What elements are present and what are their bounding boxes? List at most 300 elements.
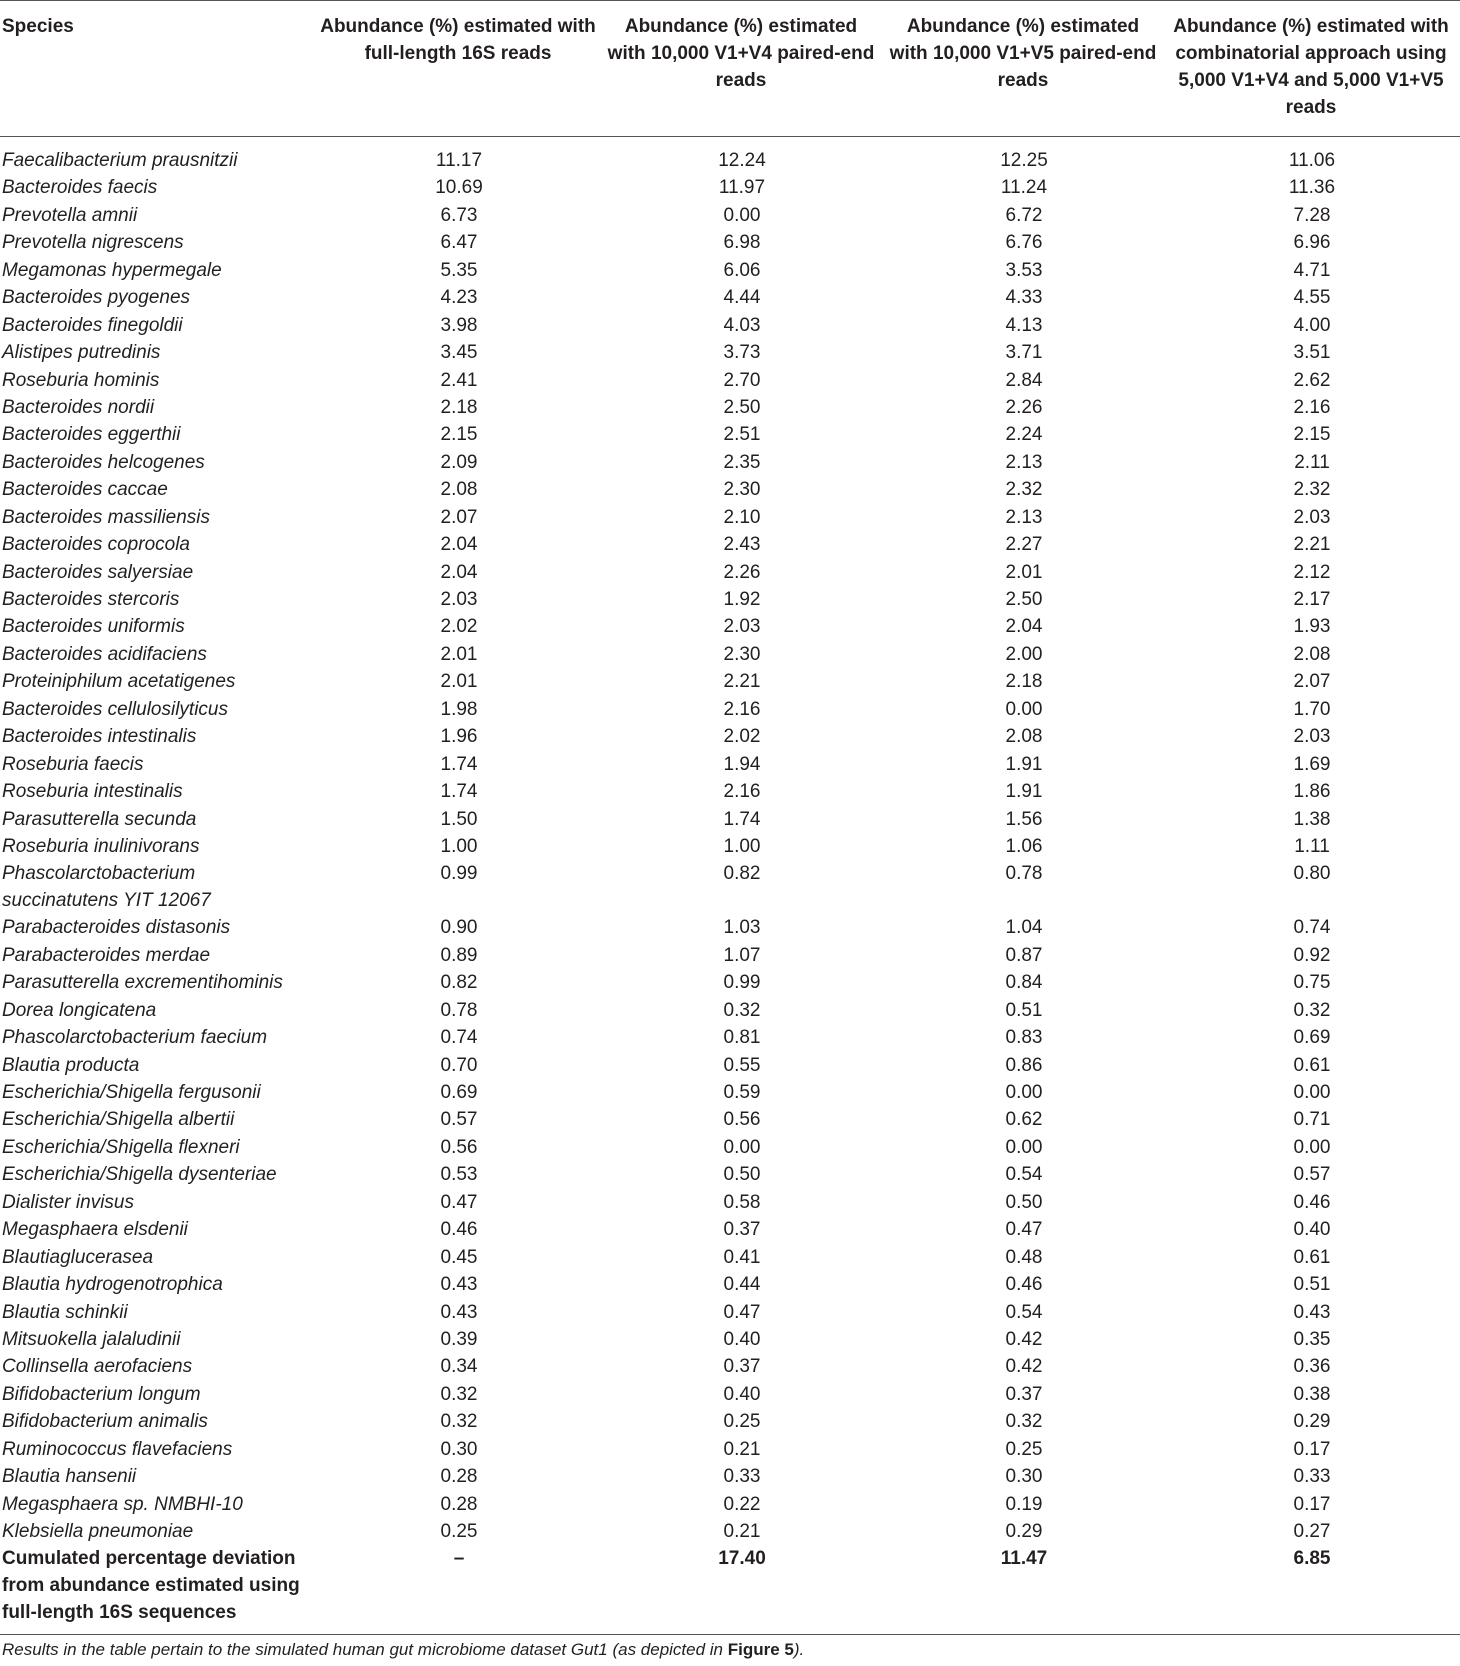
table-row <box>0 696 1460 723</box>
v1v5-cell: 0.50 <box>1005 1191 1043 1213</box>
v1v5-cell: 0.54 <box>1005 1164 1043 1186</box>
v1v5-cell: 4.33 <box>1005 287 1043 309</box>
species-cell: Bacteroides intestinalis <box>2 726 197 748</box>
species-cell: Bacteroides uniformis <box>2 616 185 638</box>
species-cell: Prevotella nigrescens <box>2 232 184 254</box>
v1v5-cell: 6.72 <box>1005 204 1043 226</box>
v1v4-cell: 2.30 <box>723 643 761 665</box>
v1v4-cell: 11.97 <box>718 177 766 199</box>
combinatorial-cell: 6.96 <box>1293 232 1331 254</box>
v1v5-cell: 0.87 <box>1005 944 1043 966</box>
full-length-cell: 6.47 <box>440 232 478 254</box>
full-length-cell: 6.73 <box>440 204 478 226</box>
full-length-cell: 0.89 <box>440 944 478 966</box>
v1v4-cell: 0.00 <box>723 1136 761 1158</box>
full-length-cell: 10.69 <box>435 177 483 199</box>
full-length-cell: 0.25 <box>440 1521 478 1542</box>
species-cell: Bacteroides massiliensis <box>2 506 211 528</box>
species-cell: Roseburia hominis <box>2 369 160 391</box>
v1v5-cell: 0.47 <box>1005 1219 1043 1241</box>
v1v5-cell: 0.83 <box>1005 1027 1043 1049</box>
v1v4-cell: 6.06 <box>723 259 761 281</box>
table-row <box>0 1326 1460 1353</box>
v1v5-cell: 0.30 <box>1005 1466 1043 1488</box>
combinatorial-cell: 11.06 <box>1288 150 1336 171</box>
table-row <box>0 586 1460 613</box>
full-length-cell: 0.28 <box>440 1466 478 1488</box>
species-cell: Megasphaera sp. NMBHI-10 <box>2 1493 243 1515</box>
table-row <box>0 449 1460 476</box>
table-row <box>0 202 1460 229</box>
summary-v1v4-cell: 17.40 <box>602 1545 884 1635</box>
v1v5-cell: 12.25 <box>1000 150 1048 171</box>
table-row <box>0 1024 1460 1051</box>
header-v1v4: Abundance (%) estimated with 10,000 V1+V4 paired-end reads <box>602 1 884 137</box>
header-species: Species <box>0 1 318 137</box>
table-row <box>0 476 1460 503</box>
v1v4-cell: 0.44 <box>723 1274 761 1296</box>
table-row <box>0 367 1460 394</box>
combinatorial-cell: 0.51 <box>1293 1274 1331 1296</box>
species-cell: Blautia schinkii <box>2 1301 128 1323</box>
full-length-cell: 0.70 <box>440 1054 478 1076</box>
species-cell: Blautia hansenii <box>2 1466 137 1488</box>
species-cell: Dorea longicatena <box>2 999 157 1021</box>
v1v5-cell: 2.27 <box>1005 534 1043 556</box>
table-row <box>0 312 1460 339</box>
footnote-figure-ref[interactable]: Figure 5 <box>727 1640 794 1659</box>
v1v5-cell: 3.71 <box>1005 342 1043 364</box>
v1v4-cell: 0.33 <box>723 1466 761 1488</box>
v1v5-cell: 2.26 <box>1005 396 1043 418</box>
species-cell: Prevotella amnii <box>2 204 138 226</box>
v1v4-cell: 2.03 <box>723 616 761 638</box>
full-length-cell: 3.45 <box>440 342 478 364</box>
v1v4-cell: 2.26 <box>723 561 761 583</box>
full-length-cell: 0.46 <box>440 1219 478 1241</box>
species-cell: Roseburia intestinalis <box>2 781 183 803</box>
footnote-text: Results in the table pertain to the simulated human gut microbiome dataset Gut1 (as depicted in <box>2 1640 728 1659</box>
summary-full-length-cell: – <box>318 1545 602 1635</box>
table-row <box>0 1052 1460 1079</box>
species-cell: Bacteroides pyogenes <box>2 287 191 309</box>
full-length-cell: 0.32 <box>440 1411 478 1433</box>
combinatorial-cell: 3.51 <box>1293 342 1331 364</box>
v1v4-cell: 12.24 <box>718 150 766 171</box>
table-row <box>0 1491 1460 1518</box>
table-row <box>0 778 1460 805</box>
full-length-cell: 0.34 <box>440 1356 478 1378</box>
species-cell: Bacteroides stercoris <box>2 589 180 610</box>
v1v4-cell: 2.70 <box>723 369 761 391</box>
species-cell: Klebsiella pneumoniae <box>2 1521 194 1542</box>
v1v5-cell: 1.56 <box>1005 808 1043 830</box>
species-cell: Escherichia/Shigella dysenteriae <box>2 1164 277 1186</box>
v1v5-cell: 0.00 <box>1005 698 1043 720</box>
v1v5-cell: 2.04 <box>1005 616 1043 638</box>
v1v4-cell: 4.03 <box>723 314 761 336</box>
v1v5-cell: 0.29 <box>1005 1521 1043 1542</box>
v1v4-cell: 6.98 <box>723 232 761 254</box>
v1v4-cell: 0.58 <box>723 1191 761 1213</box>
species-cell: Bacteroides finegoldii <box>2 314 183 336</box>
species-cell: Parasutterella excrementihominis <box>2 972 283 994</box>
v1v5-cell: 0.51 <box>1005 999 1043 1021</box>
combinatorial-cell: 1.69 <box>1293 753 1331 775</box>
full-length-cell: 2.09 <box>440 451 478 473</box>
table-row <box>0 1244 1460 1271</box>
combinatorial-cell: 0.40 <box>1293 1219 1331 1241</box>
species-cell: Bifidobacterium longum <box>2 1383 201 1405</box>
combinatorial-cell: 1.38 <box>1293 808 1331 830</box>
table-row <box>0 559 1460 586</box>
v1v5-cell: 2.13 <box>1005 506 1043 528</box>
table-row <box>0 1161 1460 1188</box>
combinatorial-cell: 2.16 <box>1293 396 1331 418</box>
table-row <box>0 229 1460 256</box>
v1v5-cell: 2.24 <box>1005 424 1043 446</box>
combinatorial-cell: 0.38 <box>1293 1383 1331 1405</box>
v1v4-cell: 2.50 <box>723 396 761 418</box>
v1v4-cell: 2.21 <box>723 671 761 693</box>
species-cell: Parabacteroides merdae <box>2 944 211 966</box>
table-row <box>0 504 1460 531</box>
v1v5-cell: 2.00 <box>1005 643 1043 665</box>
table-row <box>0 751 1460 778</box>
table-row <box>0 1353 1460 1380</box>
v1v5-cell: 2.08 <box>1005 726 1043 748</box>
v1v4-cell: 1.00 <box>723 835 761 857</box>
table-row <box>0 257 1460 284</box>
combinatorial-cell: 0.71 <box>1293 1109 1331 1131</box>
species-cell: Bacteroides cellulosilyticus <box>2 698 228 720</box>
full-length-cell: 0.32 <box>440 1383 478 1405</box>
full-length-cell: 1.00 <box>440 835 478 857</box>
species-cell: Blautia hydrogenotrophica <box>2 1274 223 1296</box>
species-cell: Bifidobacterium animalis <box>2 1411 208 1433</box>
full-length-cell: 3.98 <box>440 314 478 336</box>
combinatorial-cell: 0.17 <box>1293 1438 1331 1460</box>
table-row <box>0 1299 1460 1326</box>
header-full-length: Abundance (%) estimated with full-length 16S reads <box>318 1 602 137</box>
summary-row <box>0 1545 1460 1635</box>
combinatorial-cell: 2.03 <box>1293 726 1331 748</box>
v1v5-cell: 0.86 <box>1005 1054 1043 1076</box>
combinatorial-cell: 0.69 <box>1293 1027 1331 1049</box>
full-length-cell: 2.07 <box>440 506 478 528</box>
table-row <box>0 1216 1460 1243</box>
full-length-cell: 11.17 <box>435 150 483 171</box>
v1v5-cell: 0.62 <box>1005 1109 1043 1131</box>
v1v5-cell: 0.84 <box>1005 972 1043 994</box>
table-row <box>0 394 1460 421</box>
full-length-cell: 0.45 <box>440 1246 478 1268</box>
table-row <box>0 1106 1460 1133</box>
full-length-cell: 0.53 <box>440 1164 478 1186</box>
full-length-cell: 4.23 <box>440 287 478 309</box>
combinatorial-cell: 0.00 <box>1293 1082 1331 1103</box>
full-length-cell: 0.78 <box>440 999 478 1021</box>
species-cell: Escherichia/Shigella albertii <box>2 1109 235 1131</box>
table-row <box>0 997 1460 1024</box>
combinatorial-cell: 2.17 <box>1293 589 1331 610</box>
table-body <box>0 137 1460 1635</box>
combinatorial-cell: 0.74 <box>1293 917 1331 939</box>
v1v5-cell: 1.06 <box>1005 835 1043 857</box>
v1v4-cell: 0.99 <box>723 972 761 994</box>
combinatorial-cell: 0.57 <box>1293 1164 1331 1186</box>
combinatorial-cell: 4.71 <box>1293 259 1331 281</box>
v1v4-cell: 0.21 <box>723 1521 761 1542</box>
full-length-cell: 2.04 <box>440 561 478 583</box>
full-length-cell: 1.98 <box>440 698 478 720</box>
full-length-cell: 0.57 <box>440 1109 478 1131</box>
v1v4-cell: 0.81 <box>723 1027 761 1049</box>
summary-v1v5-cell: 11.47 <box>884 1545 1166 1635</box>
combinatorial-cell: 0.46 <box>1293 1191 1331 1213</box>
v1v4-cell: 0.82 <box>723 863 761 885</box>
table-row <box>0 641 1460 668</box>
v1v5-cell: 1.91 <box>1005 781 1043 803</box>
v1v5-cell: 0.00 <box>1005 1136 1043 1158</box>
combinatorial-cell: 0.36 <box>1293 1356 1331 1378</box>
species-cell: Parabacteroides distasonis <box>2 917 231 939</box>
combinatorial-cell: 1.70 <box>1293 698 1331 720</box>
species-cell: Escherichia/Shigella flexneri <box>2 1136 240 1158</box>
species-cell: Megamonas hypermegale <box>2 259 222 281</box>
header-v1v5: Abundance (%) estimated with 10,000 V1+V5 paired-end reads <box>884 1 1166 137</box>
v1v4-cell: 2.35 <box>723 451 761 473</box>
table-footnote <box>2 1640 804 1660</box>
table-row <box>0 806 1460 833</box>
v1v5-cell: 2.18 <box>1005 671 1043 693</box>
species-cell: Roseburia inulinivorans <box>2 835 200 857</box>
v1v4-cell: 2.16 <box>723 781 761 803</box>
full-length-cell: 0.47 <box>440 1191 478 1213</box>
species-cell: Roseburia faecis <box>2 753 144 775</box>
combinatorial-cell: 2.21 <box>1293 534 1331 556</box>
v1v5-cell: 0.25 <box>1005 1438 1043 1460</box>
table-row <box>0 137 1460 175</box>
v1v5-cell: 1.91 <box>1005 753 1043 775</box>
v1v5-cell: 1.04 <box>1005 917 1043 939</box>
combinatorial-cell: 0.00 <box>1293 1136 1331 1158</box>
combinatorial-cell: 0.33 <box>1293 1466 1331 1488</box>
combinatorial-cell: 0.27 <box>1293 1521 1331 1542</box>
table-row <box>0 860 1460 914</box>
v1v5-cell: 0.42 <box>1005 1328 1043 1350</box>
table-row <box>0 914 1460 941</box>
table-row <box>0 1271 1460 1298</box>
full-length-cell: 1.74 <box>440 753 478 775</box>
full-length-cell: 2.04 <box>440 534 478 556</box>
table-row <box>0 174 1460 201</box>
table-row <box>0 613 1460 640</box>
combinatorial-cell: 2.08 <box>1293 643 1331 665</box>
v1v5-cell: 0.19 <box>1005 1493 1043 1515</box>
full-length-cell: 1.96 <box>440 726 478 748</box>
v1v5-cell: 0.48 <box>1005 1246 1043 1268</box>
species-cell: Bacteroides coprocola <box>2 534 190 556</box>
full-length-cell: 2.08 <box>440 479 478 501</box>
summary-species-cell: Cumulated percentage deviation from abundance estimated using full-length 16S sequences <box>0 1545 318 1635</box>
v1v4-cell: 2.30 <box>723 479 761 501</box>
table-row <box>0 1408 1460 1435</box>
v1v5-cell: 2.13 <box>1005 451 1043 473</box>
v1v5-cell: 3.53 <box>1005 259 1043 281</box>
full-length-cell: 2.02 <box>440 616 478 638</box>
full-length-cell: 2.01 <box>440 643 478 665</box>
v1v5-cell: 2.50 <box>1005 589 1043 610</box>
v1v4-cell: 4.44 <box>723 287 761 309</box>
v1v5-cell: 0.37 <box>1005 1383 1043 1405</box>
combinatorial-cell: 2.62 <box>1293 369 1331 391</box>
combinatorial-cell: 2.07 <box>1293 671 1331 693</box>
combinatorial-cell: 0.75 <box>1293 972 1331 994</box>
combinatorial-cell: 7.28 <box>1293 204 1331 226</box>
species-cell: Alistipes putredinis <box>2 342 161 364</box>
full-length-cell: 2.03 <box>440 589 478 610</box>
v1v4-cell: 1.03 <box>723 917 761 939</box>
v1v5-cell: 4.13 <box>1005 314 1043 336</box>
v1v4-cell: 0.56 <box>723 1109 761 1131</box>
table-row <box>0 942 1460 969</box>
combinatorial-cell: 2.12 <box>1293 561 1331 583</box>
species-cell: Collinsella aerofaciens <box>2 1356 193 1378</box>
v1v4-cell: 0.37 <box>723 1219 761 1241</box>
v1v4-cell: 0.41 <box>723 1246 761 1268</box>
v1v4-cell: 1.94 <box>723 753 761 775</box>
v1v5-cell: 2.84 <box>1005 369 1043 391</box>
v1v4-cell: 0.59 <box>723 1082 761 1103</box>
combinatorial-cell: 2.15 <box>1293 424 1331 446</box>
combinatorial-cell: 1.93 <box>1293 616 1331 638</box>
full-length-cell: 2.01 <box>440 671 478 693</box>
species-cell: Faecalibacterium prausnitzii <box>2 150 238 171</box>
header-combinatorial: Abundance (%) estimated with combinatorial approach using 5,000 V1+V4 and 5,000 V1+V5 reads <box>1166 1 1460 137</box>
table-row <box>0 1381 1460 1408</box>
species-cell: Blautia producta <box>2 1054 140 1076</box>
table-row <box>0 421 1460 448</box>
table-row <box>0 668 1460 695</box>
v1v5-cell: 0.78 <box>1005 863 1043 885</box>
table-row <box>0 969 1460 996</box>
table-row <box>0 723 1460 750</box>
summary-combinatorial-cell: 6.85 <box>1166 1545 1460 1635</box>
combinatorial-cell: 11.36 <box>1288 177 1336 199</box>
full-length-cell: 0.99 <box>440 863 478 885</box>
table-row <box>0 1079 1460 1106</box>
combinatorial-cell: 0.61 <box>1293 1246 1331 1268</box>
table-row <box>0 1463 1460 1490</box>
species-cell: Bacteroides faecis <box>2 177 158 199</box>
combinatorial-cell: 0.61 <box>1293 1054 1331 1076</box>
species-cell: Bacteroides acidifaciens <box>2 643 207 665</box>
v1v5-cell: 0.32 <box>1005 1411 1043 1433</box>
combinatorial-cell: 4.55 <box>1293 287 1331 309</box>
combinatorial-cell: 0.32 <box>1293 999 1331 1021</box>
v1v4-cell: 1.74 <box>723 808 761 830</box>
species-cell: Bacteroides nordii <box>2 396 155 418</box>
footnote-end: ). <box>793 1640 805 1659</box>
table-row <box>0 1134 1460 1161</box>
full-length-cell: 0.82 <box>440 972 478 994</box>
combinatorial-cell: 1.86 <box>1293 781 1331 803</box>
full-length-cell: 0.39 <box>440 1328 478 1350</box>
full-length-cell: 5.35 <box>440 259 478 281</box>
v1v4-cell: 2.51 <box>723 424 761 446</box>
table-row <box>0 1436 1460 1463</box>
full-length-cell: 0.74 <box>440 1027 478 1049</box>
table-row <box>0 1189 1460 1216</box>
v1v4-cell: 0.47 <box>723 1301 761 1323</box>
full-length-cell: 0.43 <box>440 1301 478 1323</box>
full-length-cell: 0.28 <box>440 1493 478 1515</box>
full-length-cell: 1.74 <box>440 781 478 803</box>
combinatorial-cell: 0.92 <box>1293 944 1331 966</box>
species-cell: Bacteroides caccae <box>2 479 168 501</box>
v1v4-cell: 0.22 <box>723 1493 761 1515</box>
full-length-cell: 2.15 <box>440 424 478 446</box>
v1v4-cell: 2.43 <box>723 534 761 556</box>
species-cell: Bacteroides salyersiae <box>2 561 194 583</box>
full-length-cell: 1.50 <box>440 808 478 830</box>
full-length-cell: 2.18 <box>440 396 478 418</box>
species-cell: Blautiaglucerasea <box>2 1246 154 1268</box>
v1v5-cell: 6.76 <box>1005 232 1043 254</box>
combinatorial-cell: 0.29 <box>1293 1411 1331 1433</box>
v1v4-cell: 2.16 <box>723 698 761 720</box>
species-cell: Bacteroides eggerthii <box>2 424 181 446</box>
v1v5-cell: 0.46 <box>1005 1274 1043 1296</box>
full-length-cell: 0.69 <box>440 1082 478 1103</box>
v1v4-cell: 0.00 <box>723 204 761 226</box>
species-cell: Megasphaera elsdenii <box>2 1219 188 1241</box>
v1v5-cell: 2.01 <box>1005 561 1043 583</box>
species-cell: Mitsuokella jalaludinii <box>2 1328 181 1350</box>
v1v5-cell: 0.42 <box>1005 1356 1043 1378</box>
species-cell: Bacteroides helcogenes <box>2 451 205 473</box>
v1v4-cell: 0.32 <box>723 999 761 1021</box>
combinatorial-cell: 1.11 <box>1294 835 1330 857</box>
table-row <box>0 1518 1460 1545</box>
v1v4-cell: 0.21 <box>723 1438 761 1460</box>
full-length-cell: 0.56 <box>440 1136 478 1158</box>
v1v4-cell: 1.92 <box>723 589 761 610</box>
v1v4-cell: 1.07 <box>723 944 761 966</box>
combinatorial-cell: 0.35 <box>1293 1328 1331 1350</box>
v1v4-cell: 0.37 <box>723 1356 761 1378</box>
full-length-cell: 2.41 <box>440 369 478 391</box>
v1v5-cell: 0.00 <box>1005 1082 1043 1103</box>
table-row <box>0 531 1460 558</box>
combinatorial-cell: 2.03 <box>1293 506 1331 528</box>
v1v4-cell: 0.40 <box>723 1383 761 1405</box>
species-cell: Dialister invisus <box>2 1191 134 1213</box>
v1v5-cell: 11.24 <box>1000 177 1048 199</box>
table-row <box>0 284 1460 311</box>
table-header-row <box>0 1 1460 137</box>
full-length-cell: 0.43 <box>440 1274 478 1296</box>
v1v4-cell: 0.50 <box>723 1164 761 1186</box>
table-row <box>0 339 1460 366</box>
combinatorial-cell: 0.43 <box>1293 1301 1331 1323</box>
v1v4-cell: 2.02 <box>723 726 761 748</box>
v1v5-cell: 0.54 <box>1005 1301 1043 1323</box>
v1v4-cell: 0.40 <box>723 1328 761 1350</box>
full-length-cell: 0.90 <box>440 917 478 939</box>
combinatorial-cell: 0.17 <box>1293 1493 1331 1515</box>
